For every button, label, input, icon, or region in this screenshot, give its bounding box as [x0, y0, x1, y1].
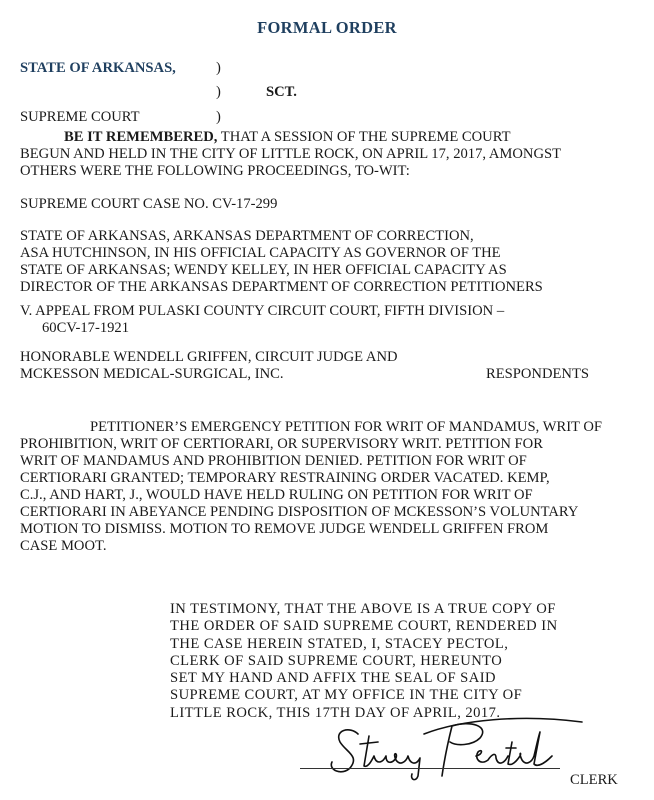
testimony-line: SET MY HAND AND AFFIX THE SEAL OF SAID — [170, 670, 497, 687]
remembered-line-2: BEGUN AND HELD IN THE CITY OF LITTLE ROCK, ON APRIL 17, 2017, AMONGST — [20, 146, 562, 162]
testimony-line: LITTLE ROCK, THIS 17TH DAY OF APRIL, 2017. — [170, 704, 501, 721]
respondents-line-1: HONORABLE WENDELL GRIFFEN, CIRCUIT JUDGE AND — [20, 349, 398, 365]
testimony-line: CLERK OF SAID SUPREME COURT, HEREUNTO — [170, 652, 503, 669]
ruling-line: WRIT OF MANDAMUS AND PROHIBITION DENIED. PETITION FOR WRIT OF — [20, 453, 527, 469]
clerk-label: CLERK — [570, 772, 618, 788]
respondents-line-2: MCKESSON MEDICAL-SURGICAL, INC. — [20, 366, 284, 382]
testimony-line: THE CASE HEREIN STATED, I, STACEY PECTOL, — [170, 635, 509, 652]
caption-paren: ) — [216, 60, 221, 76]
testimony-line: SUPREME COURT, AT MY OFFICE IN THE CITY OF — [170, 687, 523, 704]
ruling-line: MOTION TO DISMISS. MOTION TO REMOVE JUDGE WENDELL GRIFFEN FROM — [20, 521, 549, 537]
ruling-line: PROHIBITION, WRIT OF CERTIORARI, OR SUPERVISORY WRIT. PETITION FOR — [20, 436, 543, 452]
caption-state: STATE OF ARKANSAS, — [20, 60, 176, 76]
testimony-block — [170, 601, 558, 722]
ruling-line: CERTIORARI IN ABEYANCE PENDING DISPOSITION OF MCKESSON’S VOLUNTARY — [20, 504, 579, 520]
caption-paren: ) — [216, 84, 221, 100]
remembered-rest: THAT A SESSION OF THE SUPREME COURT — [217, 129, 511, 145]
respondents-label: RESPONDENTS — [486, 366, 589, 382]
remembered-line-3: OTHERS WERE THE FOLLOWING PROCEEDINGS, TO-WIT: — [20, 163, 410, 179]
remembered-line-1 — [64, 129, 511, 146]
ruling-line: CASE MOOT. — [20, 538, 107, 554]
case-number: SUPREME COURT CASE NO. CV-17-299 — [20, 196, 278, 212]
remembered-lead: BE IT REMEMBERED, — [64, 129, 218, 145]
petitioners-block — [20, 228, 543, 296]
testimony-line: IN TESTIMONY, THAT THE ABOVE IS A TRUE COPY OF — [170, 601, 556, 617]
petitioner-line: STATE OF ARKANSAS, ARKANSAS DEPARTMENT OF CORRECTION, — [20, 228, 474, 244]
caption-paren: ) — [216, 109, 221, 125]
appeal-line-1: V. APPEAL FROM PULASKI COUNTY CIRCUIT COURT, FIFTH DIVISION – — [20, 303, 505, 319]
ruling-line: C.J., AND HART, J., WOULD HAVE HELD RULING ON PETITION FOR WRIT OF — [20, 487, 533, 503]
clerk-signature — [320, 712, 590, 784]
ruling-block — [20, 419, 602, 555]
petitioner-line: DIRECTOR OF THE ARKANSAS DEPARTMENT OF CORRECTION PETITIONERS — [20, 279, 543, 295]
signature-line — [300, 768, 560, 769]
ruling-line: CERTIORARI GRANTED; TEMPORARY RESTRAINING ORDER VACATED. KEMP, — [20, 470, 550, 486]
caption-court: SUPREME COURT — [20, 109, 140, 125]
ruling-line: PETITIONER’S EMERGENCY PETITION FOR WRIT OF MANDAMUS, WRIT OF — [90, 419, 603, 435]
petitioner-line: ASA HUTCHINSON, IN HIS OFFICIAL CAPACITY AS GOVERNOR OF THE — [20, 245, 501, 261]
appeal-line-2: 60CV-17-1921 — [42, 320, 130, 336]
petitioner-line: STATE OF ARKANSAS; WENDY KELLEY, IN HER OFFICIAL CAPACITY AS — [20, 262, 507, 278]
testimony-line: THE ORDER OF SAID SUPREME COURT, RENDERED IN — [170, 618, 558, 635]
document-title: FORMAL ORDER — [257, 18, 397, 37]
caption-sct: SCT. — [266, 84, 297, 100]
